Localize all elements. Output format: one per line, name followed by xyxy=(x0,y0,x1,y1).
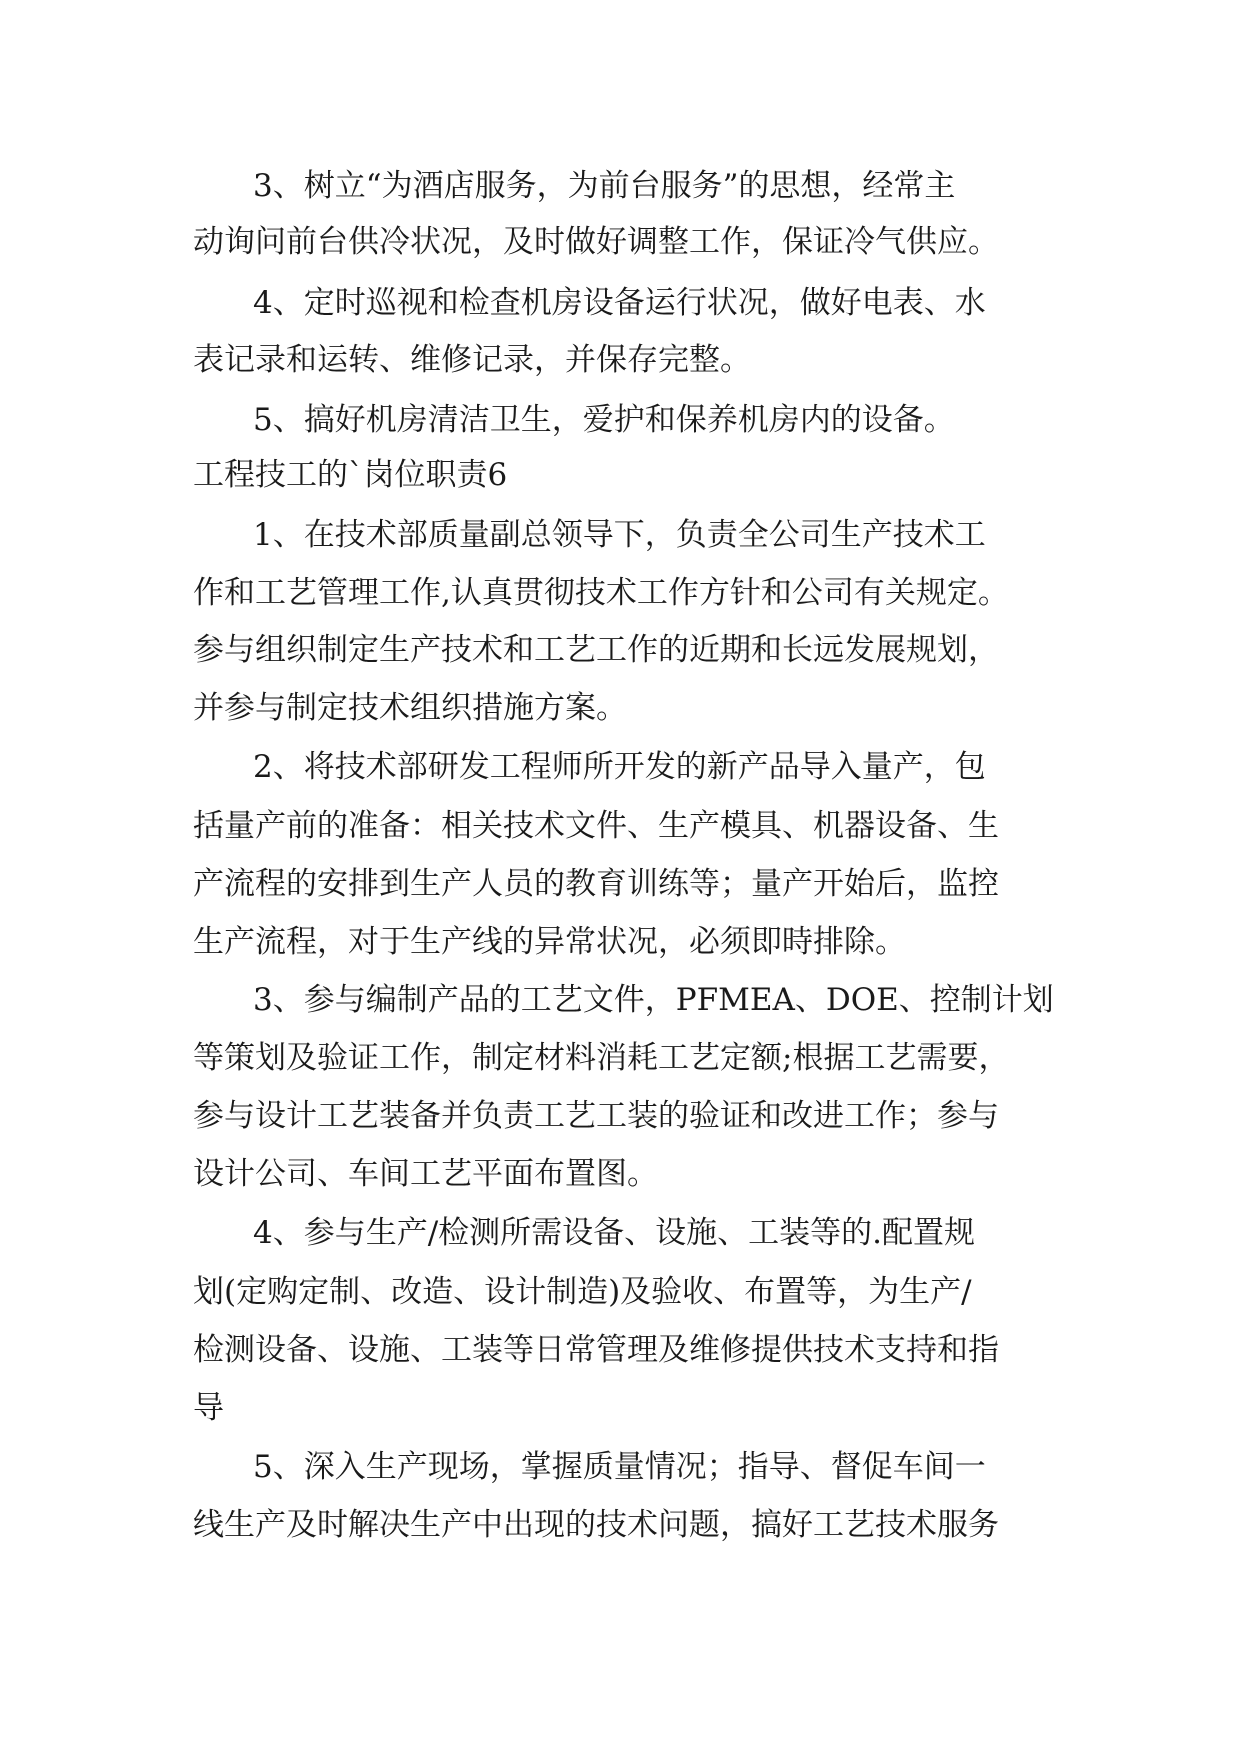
text-line: 3、参与编制产品的工艺文件，PFMEA、DOE、控制计划 xyxy=(253,982,1054,1018)
text-line: 5、搞好机房清洁卫生，爱护和保养机房内的设备。 xyxy=(253,402,955,438)
text-line: 产流程的安排到生产人员的教育训练等；量产开始后，监控 xyxy=(193,866,999,902)
text-line: 4、定时巡视和检查机房设备运行状况，做好电表、水 xyxy=(253,285,986,321)
text-line: 生产流程，对于生产线的异常状况，必须即時排除。 xyxy=(193,924,906,960)
text-line: 线生产及时解决生产中出现的技术问题，搞好工艺技术服务 xyxy=(193,1507,999,1543)
text-line: 1、在技术部质量副总领导下，负责全公司生产技术工 xyxy=(253,517,986,553)
text-line: 4、参与生产/检测所需设备、设施、工装等的.配置规 xyxy=(253,1215,976,1251)
text-line: 动询问前台供冷状况，及时做好调整工作，保证冷气供应。 xyxy=(193,224,999,260)
text-line: 参与设计工艺装备并负责工艺工装的验证和改进工作；参与 xyxy=(193,1098,999,1134)
text-line: 等策划及验证工作，制定材料消耗工艺定额;根据工艺需要， xyxy=(193,1040,1010,1076)
section-heading: 工程技工的`岗位职责6 xyxy=(193,457,508,493)
text-line: 5、深入生产现场，掌握质量情况；指导、督促车间一 xyxy=(253,1449,986,1485)
text-line: 括量产前的准备：相关技术文件、生产模具、机器设备、生 xyxy=(193,808,999,844)
text-line: 导 xyxy=(193,1390,224,1426)
text-line: 2、将技术部研发工程师所开发的新产品导入量产，包 xyxy=(253,749,986,785)
text-line: 并参与制定技术组织措施方案。 xyxy=(193,690,627,726)
text-line: 表记录和运转、维修记录，并保存完整。 xyxy=(193,342,751,378)
text-line: 检测设备、设施、工装等日常管理及维修提供技术支持和指 xyxy=(193,1332,999,1368)
text-line: 3、树立“为酒店服务，为前台服务”的思想，经常主 xyxy=(253,168,956,204)
text-line: 作和工艺管理工作,认真贯彻技术工作方针和公司有关规定。 xyxy=(193,575,1009,611)
text-line: 划(定购定制、改造、设计制造)及验收、布置等，为生产/ xyxy=(193,1274,972,1310)
text-line: 设计公司、车间工艺平面布置图。 xyxy=(193,1156,658,1192)
text-line: 参与组织制定生产技术和工艺工作的近期和长远发展规划， xyxy=(193,632,999,668)
